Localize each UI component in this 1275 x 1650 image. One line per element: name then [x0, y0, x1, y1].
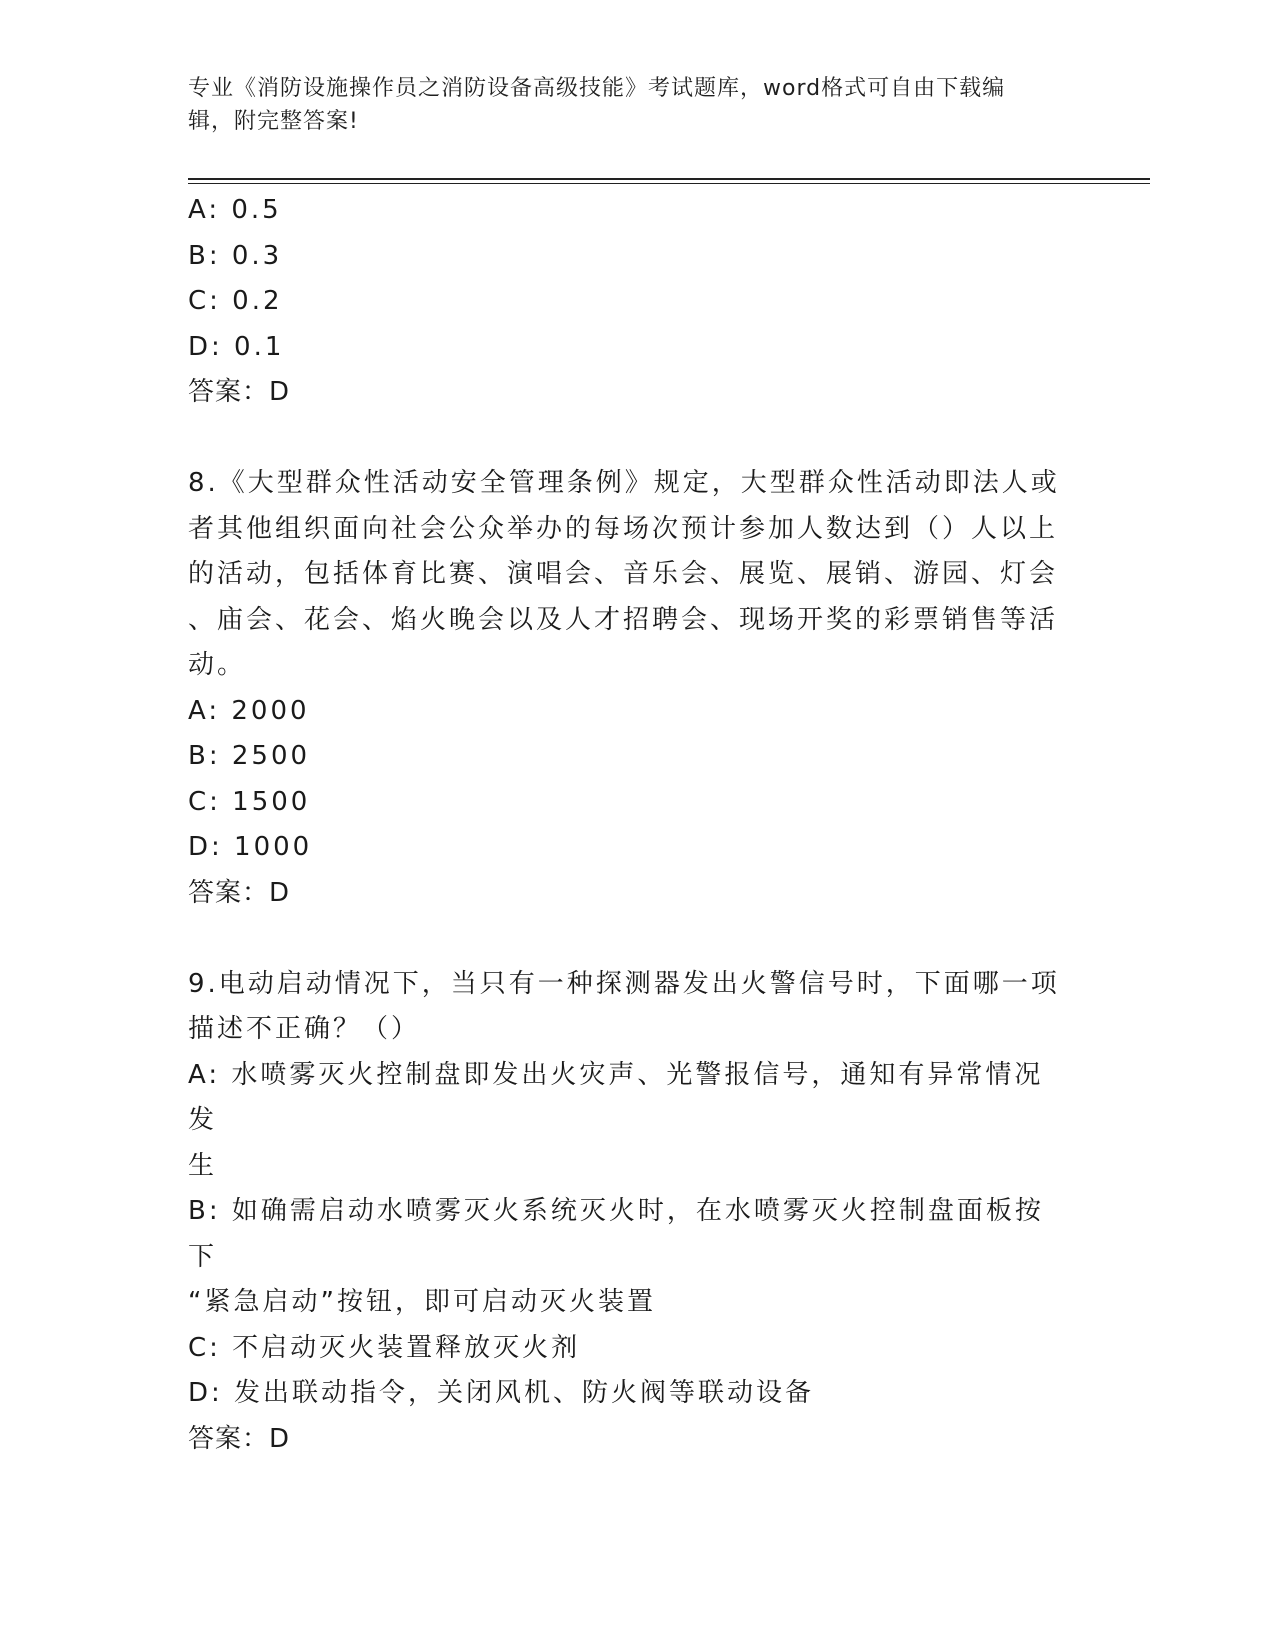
answer-line: 答案：D	[188, 377, 291, 407]
question-stem-line: 8.《大型群众性活动安全管理条例》规定，大型群众性活动即法人或	[188, 468, 1060, 498]
header-divider-thick	[188, 178, 1150, 180]
option-a: A: 2000	[188, 695, 310, 726]
document-header	[188, 72, 1068, 138]
question-stem-line: 者其他组织面向社会公众举办的每场次预计参加人数达到（）人以上	[188, 513, 1059, 544]
spacer	[188, 416, 1068, 462]
option-c: C: 不启动灭火装置释放灭火剂	[188, 1332, 581, 1363]
header-line-1: 专业《消防设施操作员之消防设备高级技能》考试题库，word格式可自由下载编	[188, 76, 1006, 101]
question-stem-line: 、庙会、花会、焰火晚会以及人才招聘会、现场开奖的彩票销售等活	[188, 604, 1059, 635]
option-b: B: 如确需启动水喷雾灭火系统灭火时，在水喷雾灭火控制盘面板按下	[188, 1196, 1044, 1272]
question-8-block	[188, 461, 1068, 916]
option-d: D: 0.1	[188, 331, 285, 362]
option-c: C: 1500	[188, 786, 311, 817]
option-a-continued: 生	[188, 1150, 218, 1181]
option-d: D: 发出联动指令，关闭风机、防火阀等联动设备	[188, 1378, 815, 1408]
header-line-2: 辑，附完整答案!	[188, 109, 359, 134]
question-stem-line: 的活动，包括体育比赛、演唱会、音乐会、展览、展销、游园、灯会	[188, 559, 1059, 589]
question-stem-line: 9.电动启动情况下，当只有一种探测器发出火警信号时，下面哪一项	[188, 968, 1060, 999]
question-9-block	[188, 962, 1068, 1463]
option-c: C: 0.2	[188, 286, 283, 316]
option-b: B: 2500	[188, 741, 311, 771]
option-b: B: 0.3	[188, 240, 283, 271]
option-d: D: 1000	[188, 832, 313, 862]
answer-line: 答案：D	[188, 877, 291, 908]
question-content	[188, 188, 1068, 1462]
header-divider-thin	[188, 183, 1150, 184]
option-b-continued: “紧急启动”按钮，即可启动灭火装置	[188, 1287, 656, 1317]
option-a: A: 水喷雾灭火控制盘即发出火灾声、光警报信号，通知有异常情况发	[188, 1059, 1044, 1135]
question-7-block	[188, 188, 1068, 416]
question-stem-line: 描述不正确？（）	[188, 1014, 421, 1044]
option-a: A: 0.5	[188, 195, 282, 225]
question-stem-line: 动。	[188, 650, 247, 680]
answer-line: 答案：D	[188, 1423, 291, 1454]
spacer	[188, 916, 1068, 962]
